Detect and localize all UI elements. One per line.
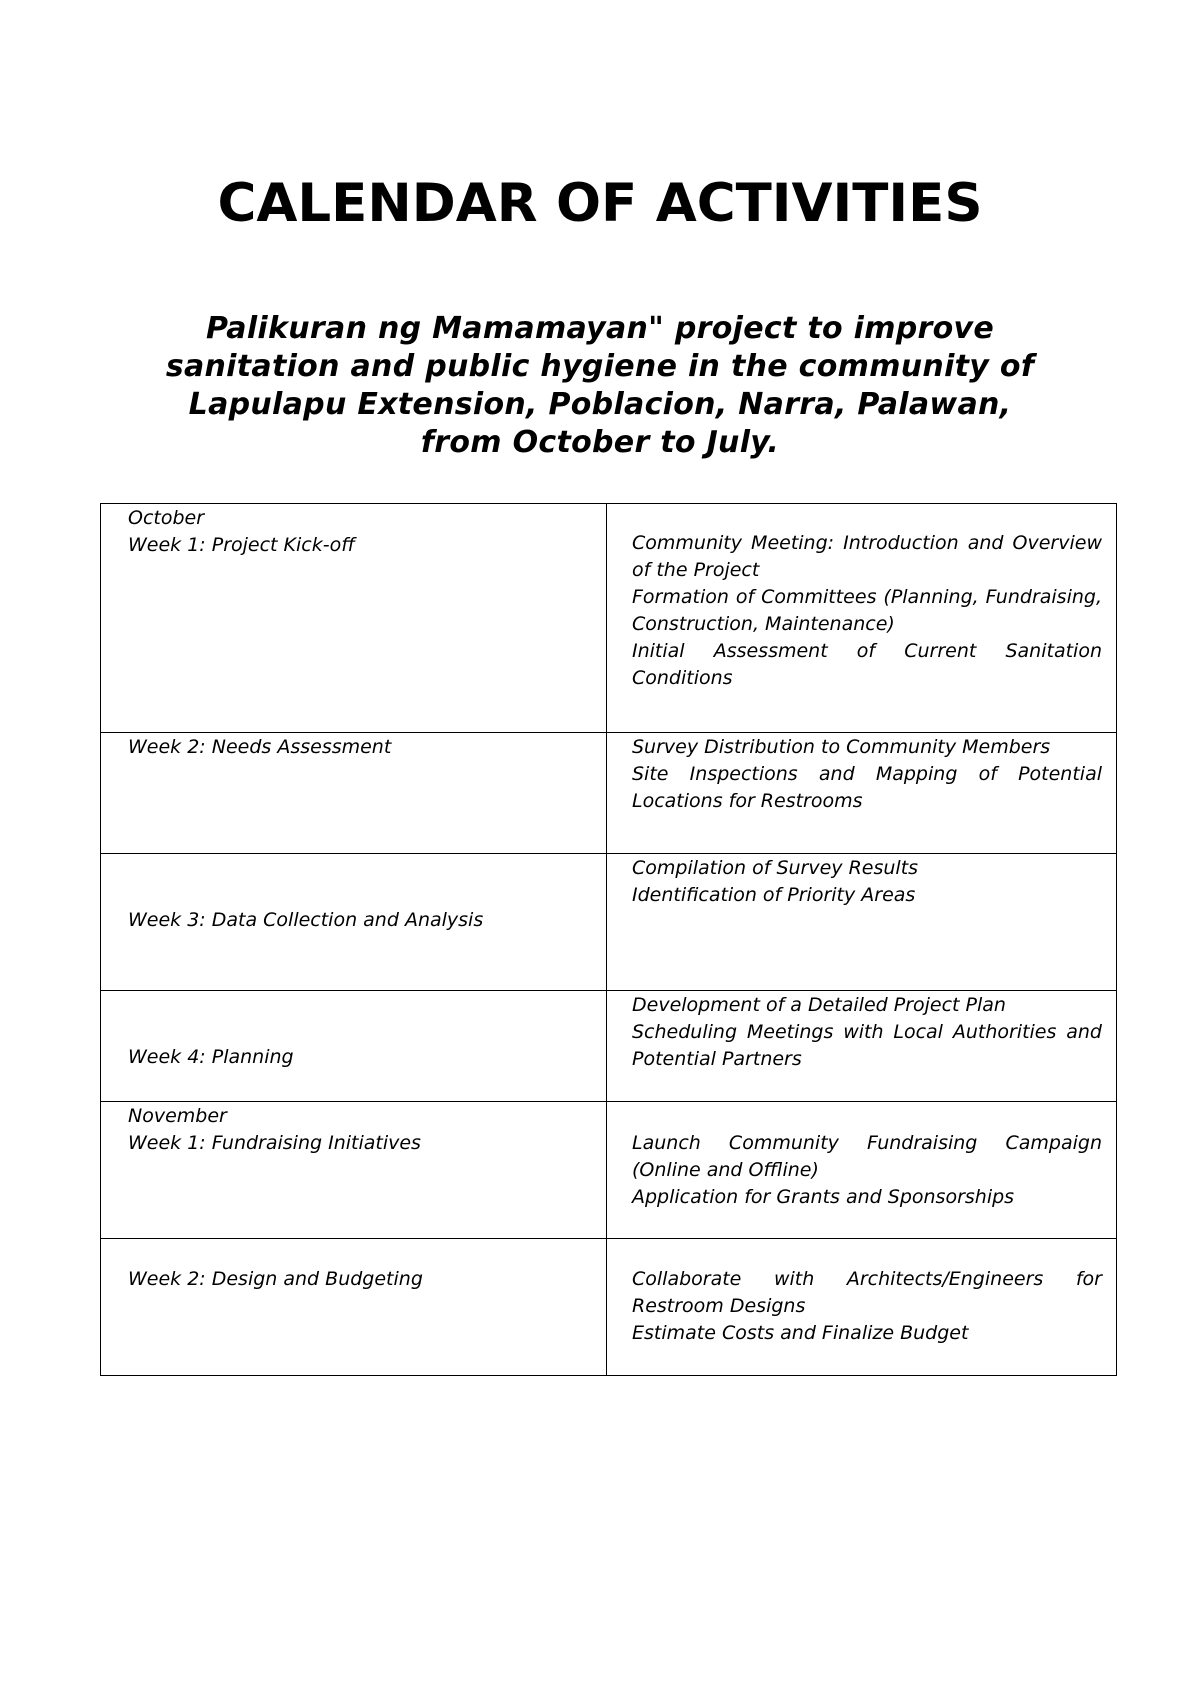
activities-table [100,503,1117,1376]
week-label: Week 2: Design and Budgeting [128,1268,423,1290]
week-cell [101,991,607,1102]
activities-cell [607,1102,1117,1239]
activity-item: Survey Distribution to Community Members [632,736,1051,758]
activities-cell [607,991,1117,1102]
activity-item: Site Inspections and Mapping of Potential Locations for Restrooms [632,763,1102,812]
activity-item: Application for Grants and Sponsorships [632,1186,1015,1208]
activities-cell [607,504,1117,733]
week-label: Week 3: Data Collection and Analysis [128,909,484,931]
activity-item: Scheduling Meetings with Local Authorities and Potential Partners [632,1021,1102,1070]
activities-cell [607,733,1117,854]
month-label: October [128,507,205,529]
activity-item: Community Meeting: Introduction and Overview of the Project [632,532,1102,581]
activities-cell [607,1239,1117,1376]
project-description-line: from October to July. [420,425,780,460]
activity-item: Initial Assessment of Current Sanitation Conditions [632,640,1102,689]
week-cell [101,854,607,991]
project-description [100,310,1100,462]
week-cell [101,504,607,733]
table-row [101,504,1117,733]
week-label: Week 1: Fundraising Initiatives [128,1132,421,1154]
activity-item: Compilation of Survey Results [632,857,919,879]
activities-cell [607,854,1117,991]
table-row [101,1102,1117,1239]
week-label: Week 1: Project Kick-off [128,534,355,556]
week-label: Week 4: Planning [128,1046,294,1068]
activity-item: Collaborate with Architects/Engineers for Restroom Designs [632,1268,1102,1317]
activity-item: Identification of Priority Areas [632,884,916,906]
project-description-line: Palikuran ng Mamamayan" project to improve [205,311,995,346]
page-title: CALENDAR OF ACTIVITIES [217,173,983,234]
table-row [101,854,1117,991]
project-description-line: sanitation and public hygiene in the community of [165,349,1035,384]
table-row [101,1239,1117,1376]
week-label: Week 2: Needs Assessment [128,736,392,758]
week-cell [101,1239,607,1376]
week-cell [101,1102,607,1239]
activity-item: Launch Community Fundraising Campaign (Online and Offline) [632,1132,1102,1181]
project-description-line: Lapulapu Extension, Poblacion, Narra, Palawan, [188,387,1012,422]
table-row [101,733,1117,854]
activity-item: Formation of Committees (Planning, Fundraising, Construction, Maintenance) [632,586,1102,635]
table-row [101,991,1117,1102]
month-label: November [128,1105,227,1127]
activity-item: Estimate Costs and Finalize Budget [632,1322,969,1344]
activity-item: Development of a Detailed Project Plan [632,994,1006,1016]
week-cell [101,733,607,854]
